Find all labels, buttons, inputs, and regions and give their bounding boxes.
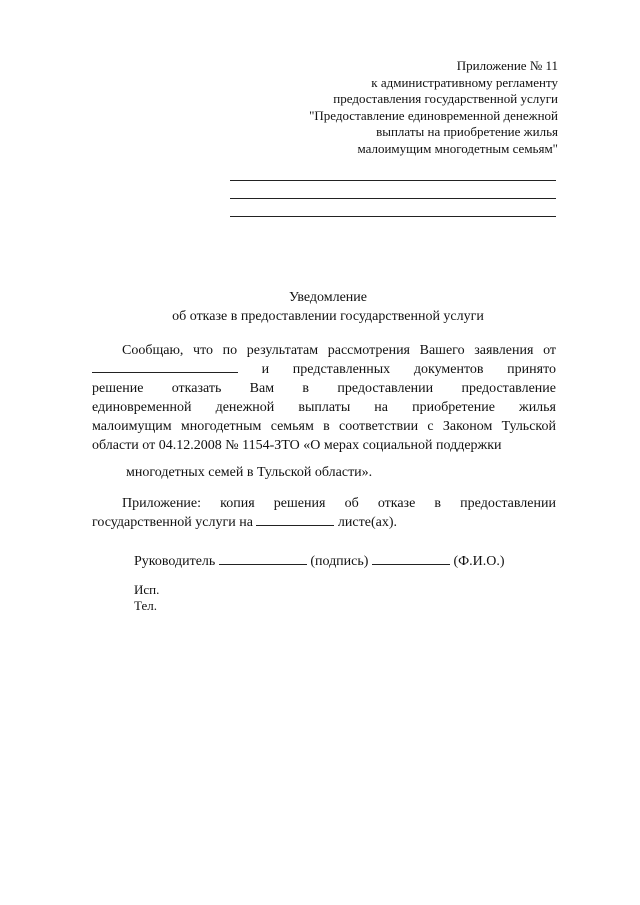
recipient-blank-line-1 <box>230 180 556 181</box>
notice-line-4: единовременной денежной выплаты на приобретение жилья <box>92 400 556 415</box>
fio-blank <box>372 552 450 565</box>
title-line-1: Уведомление <box>288 290 367 305</box>
notice-line-2-text: и представленных документов принято <box>261 362 556 377</box>
head-label: Руководитель <box>134 554 216 569</box>
appendix-header <box>238 58 558 158</box>
signature-blank <box>219 552 307 565</box>
fio-label: (Ф.И.О.) <box>453 554 505 569</box>
appendix-line-3: предоставления государственной услуги <box>333 91 558 107</box>
attachment-line-2-tail: листе(ах). <box>337 515 397 530</box>
sheet-count-blank <box>256 513 334 526</box>
notice-line-5: малоимущим многодетным семьям в соответствии с Законом Тульской <box>92 419 556 434</box>
appendix-line-5: выплаты на приобретение жилья <box>376 124 558 140</box>
notice-line-2 <box>92 360 556 379</box>
appendix-line-6: малоимущим многодетным семьям" <box>357 140 558 156</box>
attachment-line-1: Приложение: копия решения об отказе в предоставлении <box>122 496 556 511</box>
appendix-line-4: "Предоставление единовременной денежной <box>309 107 558 123</box>
appendix-number: Приложение № 11 <box>456 58 558 73</box>
title-line-2: об отказе в предоставлении государственной услуги <box>172 309 484 324</box>
appendix-line-2: к административному регламенту <box>371 74 558 90</box>
attachment-line-2 <box>92 513 556 532</box>
executor-label: Исп. <box>134 582 160 597</box>
notice-line-6: области от 04.12.2008 № 1154-ЗТО «О мерах социальной поддержки <box>92 438 502 453</box>
signature-label: (подпись) <box>310 554 369 569</box>
notice-paragraph <box>92 341 556 455</box>
notice-line-1: Сообщаю, что по результатам рассмотрения Вашего заявления от <box>122 343 556 358</box>
notice-line-7: многодетных семей в Тульской области». <box>126 465 373 480</box>
signature-row <box>134 552 505 570</box>
recipient-blank-line-2 <box>230 198 556 199</box>
attachment-line-2-head: государственной услуги на <box>92 515 253 530</box>
document-title <box>0 288 640 326</box>
notice-line-3: решение отказать Вам в предоставлении предоставление <box>92 381 556 396</box>
executor-block <box>134 582 159 614</box>
phone-label: Тел. <box>134 598 157 613</box>
application-date-blank <box>92 360 238 373</box>
attachment-paragraph <box>92 494 556 532</box>
recipient-blank-line-3 <box>230 216 556 217</box>
